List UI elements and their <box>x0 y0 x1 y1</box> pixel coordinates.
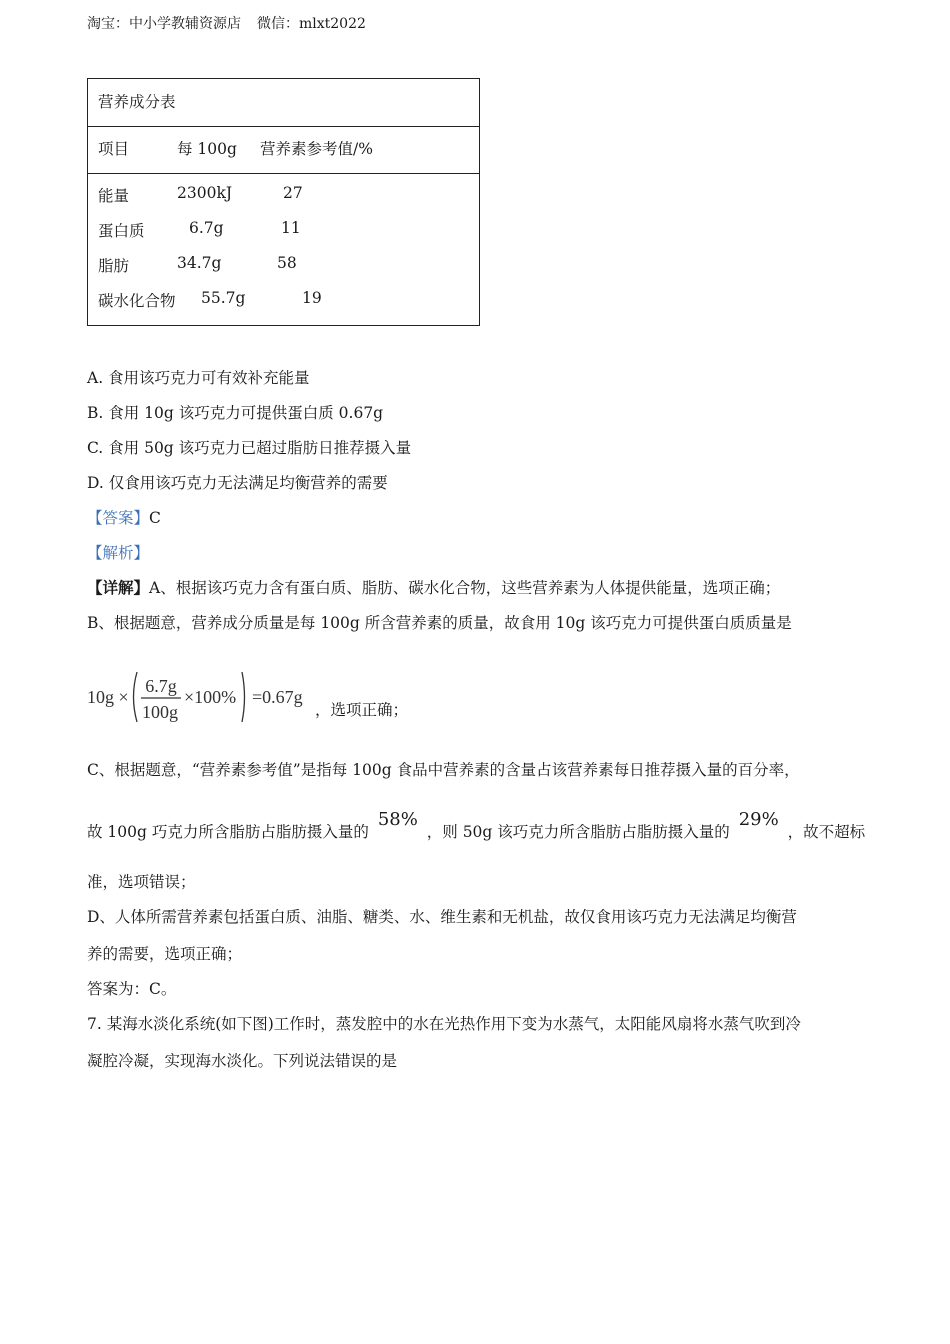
table-header-per100g: 每 100g <box>177 140 237 158</box>
detail-conclusion: 答案为：C。 <box>87 980 177 998</box>
formula-result: =0.67g <box>252 687 303 707</box>
table-cell: 能量 <box>98 187 130 205</box>
option-d: D. 仅食用该巧克力无法满足均衡营养的需要 <box>87 474 388 492</box>
answer-line <box>87 506 161 528</box>
table-cell: 6.7g <box>189 219 224 237</box>
formula-denominator: 100g <box>142 702 178 722</box>
page-header <box>87 13 366 33</box>
table-header-item: 项目 <box>98 140 130 158</box>
analysis-label: 【解析】 <box>87 544 150 562</box>
detail-c-line2 <box>87 809 866 842</box>
table-cell: 碳水化合物 <box>98 292 176 310</box>
formula-right-paren <box>242 672 245 722</box>
formula-numerator: 6.7g <box>145 676 177 696</box>
detail-c-line3: 准，选项错误； <box>87 873 196 891</box>
table-cell: 55.7g <box>201 289 246 307</box>
detail-c-pct2: 29% <box>738 809 779 830</box>
formula-pct: ×100% <box>184 687 237 707</box>
table-cell: 11 <box>281 219 301 237</box>
detail-d-line1: D、人体所需营养素包括蛋白质、油脂、糖类、水、维生素和无机盐，故仅食用该巧克力无法满足均衡营 <box>87 908 797 926</box>
detail-d-line2: 养的需要，选项正确； <box>87 945 243 963</box>
detail-c-line2-a: 故 100g 巧克力所含脂肪占脂肪摄入量的 <box>87 823 369 841</box>
answer-label: 【答案】 <box>87 509 150 527</box>
table-title: 营养成分表 <box>98 93 176 111</box>
table-cell: 2300kJ <box>177 184 233 202</box>
table-cell: 34.7g <box>177 254 222 272</box>
question7-line1: 7. 某海水淡化系统(如下图)工作时，蒸发腔中的水在光热作用下变为水蒸气，太阳能风扇将水蒸气吹到冷 <box>87 1015 801 1033</box>
table-cell: 27 <box>283 184 303 202</box>
detail-c-pct1: 58% <box>377 809 418 830</box>
detail-c-line2-b: ，则 50g 该巧克力所含脂肪占脂肪摄入量的 <box>426 823 730 841</box>
formula-left-paren <box>134 672 138 722</box>
detail-a-text: A、根据该巧克力含有蛋白质、脂肪、碳水化合物，这些营养素为人体提供能量，选项正确； <box>149 579 781 597</box>
answer-value: C <box>149 509 161 527</box>
option-c: C. 食用 50g 该巧克力已超过脂肪日推荐摄入量 <box>87 439 412 457</box>
header-shop: 淘宝：中小学教辅资源店 <box>87 16 241 32</box>
nutrition-table <box>87 78 480 326</box>
question7-line2: 凝腔冷凝，实现海水淡化。下列说法错误的是 <box>87 1052 398 1070</box>
formula-b <box>87 668 427 728</box>
detail-c-line2-c: ，故不超标 <box>787 823 866 841</box>
table-cell: 脂肪 <box>98 257 130 275</box>
table-header-nrv: 营养素参考值/% <box>260 140 373 158</box>
table-cell: 58 <box>277 254 297 272</box>
detail-b: B、根据题意，营养成分质量是每 100g 所含营养素的质量，故食用 10g 该巧克力可提供蛋白质质量是 <box>87 614 792 632</box>
table-divider <box>88 126 479 127</box>
detail-label: 【详解】 <box>87 578 150 597</box>
detail-a <box>87 576 780 598</box>
option-b: B. 食用 10g 该巧克力可提供蛋白质 0.67g <box>87 404 384 422</box>
table-divider <box>88 173 479 174</box>
formula-left: 10g × <box>87 687 129 707</box>
detail-c-line1: C、根据题意，“营养素参考值”是指每 100g 食品中营养素的含量占该营养素每日推荐摄入量的百分率， <box>87 761 800 779</box>
table-cell: 19 <box>302 289 322 307</box>
formula-tail: ，选项正确； <box>315 701 409 719</box>
table-cell: 蛋白质 <box>98 222 145 240</box>
option-a: A. 食用该巧克力可有效补充能量 <box>87 369 310 387</box>
header-wechat: 微信：mlxt2022 <box>257 16 366 32</box>
